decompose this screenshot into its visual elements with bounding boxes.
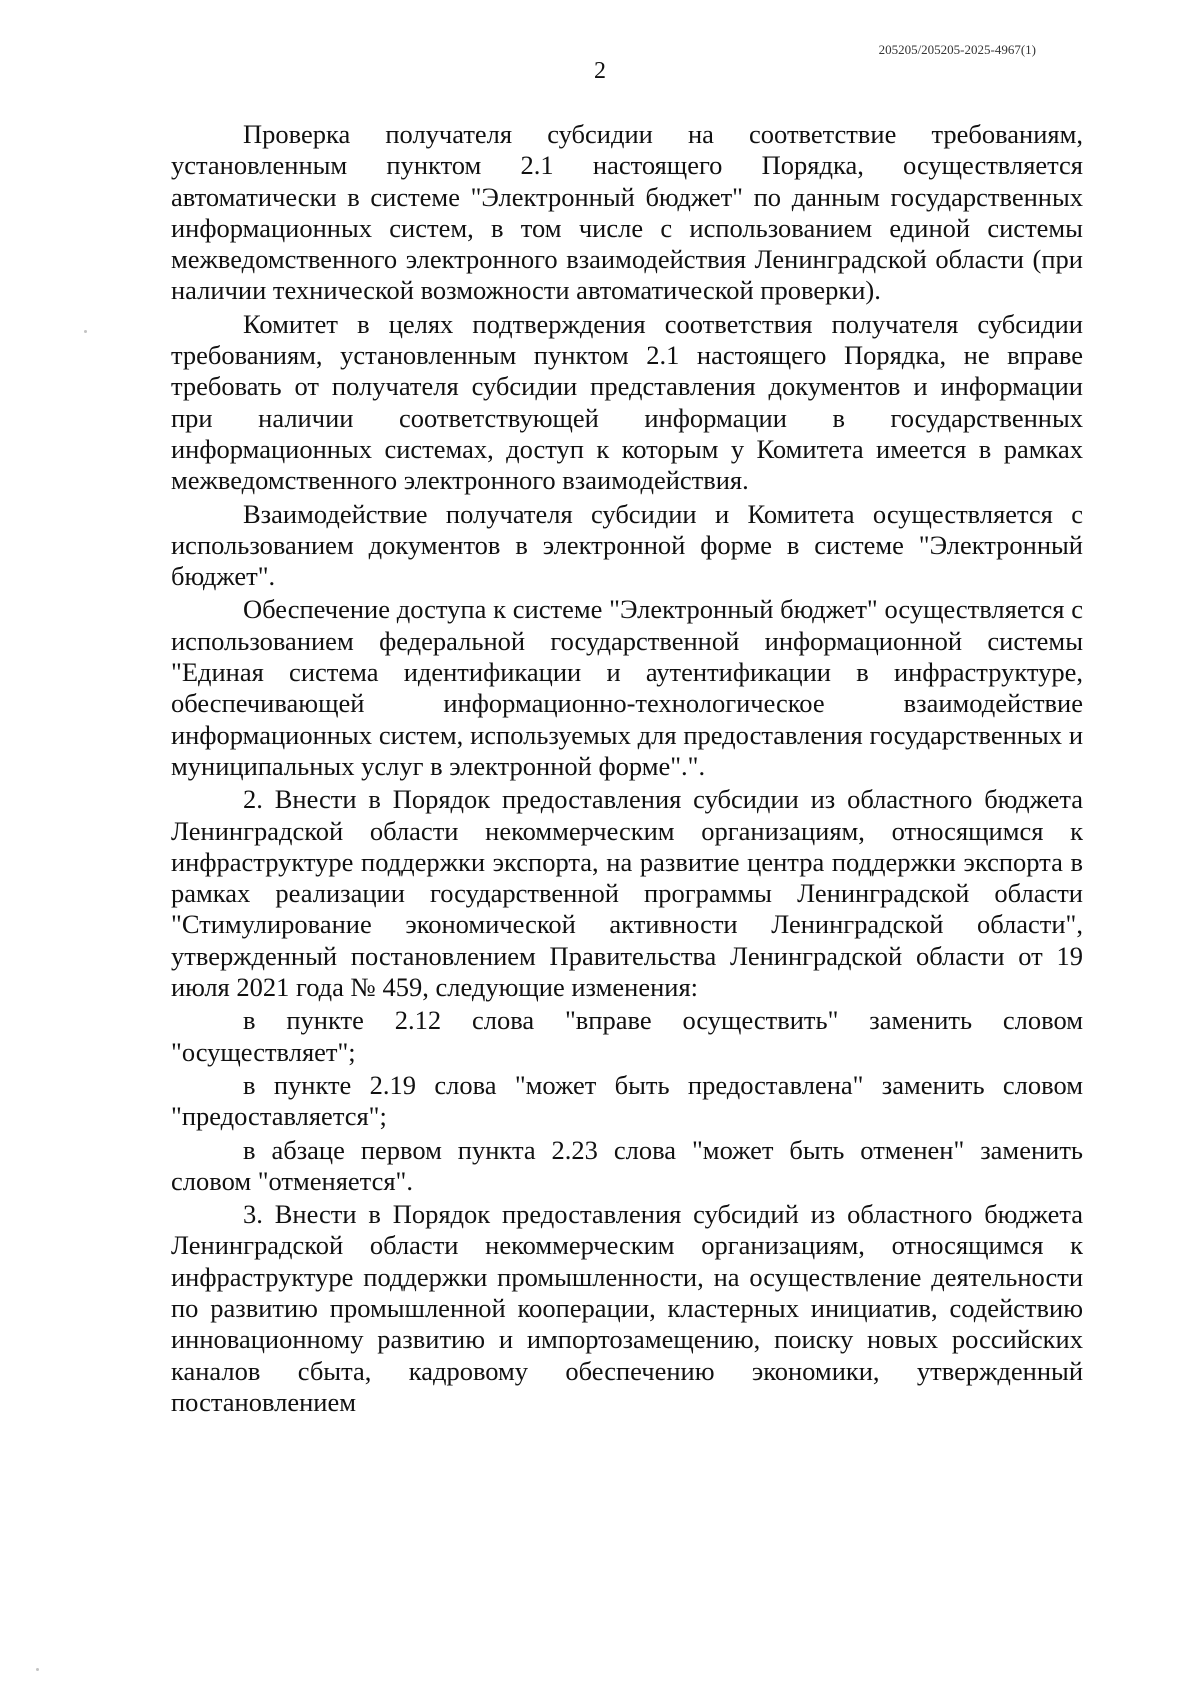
scan-speck: [84, 330, 87, 333]
paragraph-item-3: 3. Внести в Порядок предоставления субсидий из областного бюджета Ленинградской области некоммерческим организациям, относящимся к инфраструктуре поддержки промышленности, на осуществление деятельности по развитию промышленной кооперации, кластерных инициатив, содействию инновационному развитию и импортозамещению, поиску новых российских каналов сбыта, кадровому обеспечению экономики, утвержденный постановлением: [171, 1199, 1083, 1417]
page-number: 2: [594, 58, 606, 84]
document-body: [171, 119, 1083, 1420]
paragraph-verification: Проверка получателя субсидии на соответствие требованиям, установленным пунктом 2.1 настоящего Порядка, осуществляется автоматически в системе "Электронный бюджет" по данным государственных информационных систем, в том числе с использованием единой системы межведомственного электронного взаимодействия Ленинградской области (при наличии технической возможности автоматической проверки).: [171, 119, 1083, 306]
scan-speck: [36, 1668, 39, 1671]
paragraph-amendment-2-23: в абзаце первом пункта 2.23 слова "может быть отменен" заменить словом "отменяется".: [171, 1134, 1083, 1196]
paragraph-electronic-interaction: Взаимодействие получателя субсидии и Комитета осуществляется с использованием документов в электронной форме в системе "Электронный бюджет".: [171, 498, 1083, 592]
paragraph-committee-requirements: Комитет в целях подтверждения соответствия получателя субсидии требованиям, установленным пунктом 2.1 настоящего Порядка, не вправе требовать от получателя субсидии представления документов и информации при наличии соответствующей информации в государственных информационных системах, доступ к которым у Комитета имеется в рамках межведомственного электронного взаимодействия.: [171, 308, 1083, 496]
paragraph-amendment-2-12: в пункте 2.12 слова "вправе осуществить" заменить словом "осуществляет";: [171, 1005, 1083, 1067]
paragraph-system-access: Обеспечение доступа к системе "Электронный бюджет" осуществляется с использованием федеральной государственной информационной системы "Единая система идентификации и аутентификации в инфраструктуре, обеспечивающей информационно-технологическое взаимодействие информационных систем, используемых для предоставления государственных и муниципальных услуг в электронной форме".".: [171, 594, 1083, 781]
document-registration-number: 205205/205205-2025-4967(1): [878, 42, 1036, 57]
paragraph-amendment-2-19: в пункте 2.19 слова "может быть предоставлена" заменить словом "предоставляется";: [171, 1069, 1083, 1132]
paragraph-item-2: 2. Внести в Порядок предоставления субсидии из областного бюджета Ленинградской области некоммерческим организациям, относящимся к инфраструктуре поддержки экспорта, на развитие центра поддержки экспорта в рамках реализации государственной программы Ленинградской области "Стимулирование экономической активности Ленинградской области", утвержденный постановлением Правительства Ленинградской области от 19 июля 2021 года № 459, следующие изменения:: [171, 784, 1083, 1003]
